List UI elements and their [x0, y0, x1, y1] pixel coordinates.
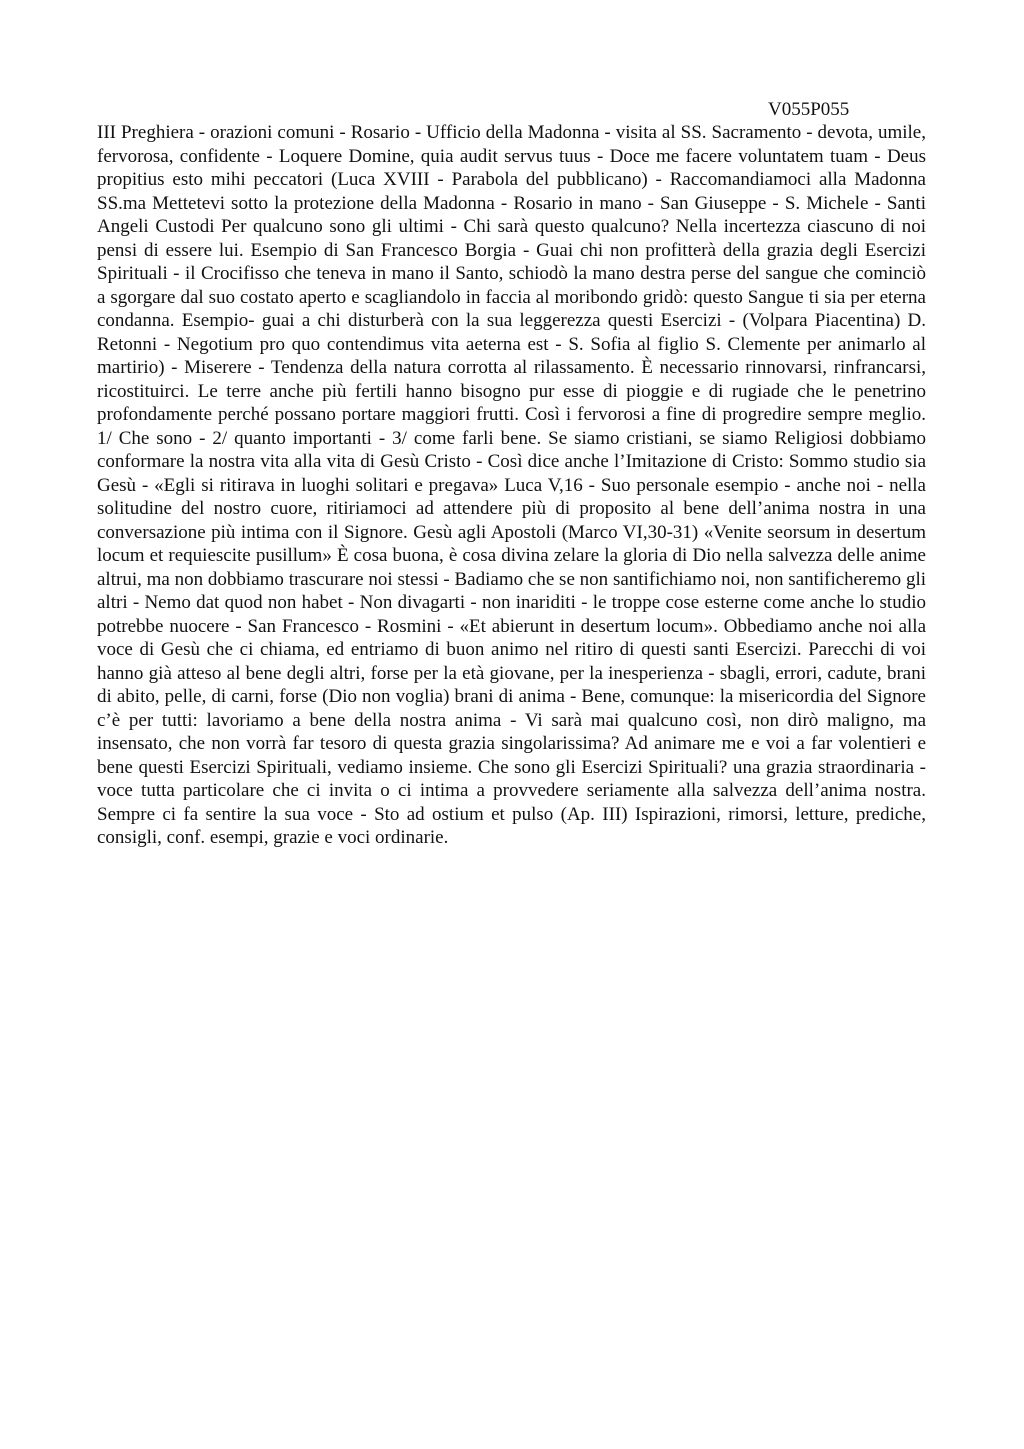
page-identifier: V055P055: [768, 99, 850, 120]
body-paragraph: III Preghiera - orazioni comuni - Rosario - Ufficio della Madonna - visita al SS. Sacramento - devota, umile, fervorosa, confidente - Loquere Domine, quia audit servus tuus - Doce me facere voluntatem tuam - Deus propitius esto mihi peccatori (Luca XVIII - Parabola del pubblicano) - Raccomandiamoci alla Madonna SS.ma Mettetevi sotto la protezione della Madonna - Rosario in mano - San Giuseppe - S. Michele - Santi Angeli Custodi Per qualcuno sono gli ultimi - Chi sarà questo qualcuno? Nella incertezza ciascuno di noi pensi di essere lui. Esempio di San Francesco Borgia - Guai chi non profitterà della grazia degli Esercizi Spirituali - il Crocifisso che teneva in mano il Santo, schiodò la mano destra perse del sangue che cominciò a sgorgare dal suo costato aperto e scagliandolo in faccia al moribondo gridò: questo Sangue ti sia per eterna condanna. Esempio- guai a chi disturberà con la sua leggerezza questi Esercizi - (Volpara Piacentina) D. Retonni - Negotium pro quo contendimus vita aeterna est - S. Sofia al figlio S. Clemente per animarlo al martirio) - Miserere - Tendenza della natura corrotta al rilassamento. È necessario rinnovarsi, rinfrancarsi, ricostituirci. Le terre anche più fertili hanno bisogno pur esse di pioggie e di rugiade che le penetrino profondamente perché possano portare maggiori frutti. Così i fervorosi a fine di progredire sempre meglio. 1/ Che sono - 2/ quanto importanti - 3/ come farli bene. Se siamo cristiani, se siamo Religiosi dobbiamo conformare la nostra vita alla vita di Gesù Cristo - Così dice anche l’Imitazione di Cristo: Sommo studio sia Gesù - «Egli si ritirava in luoghi solitari e pregava» Luca V,16 - Suo personale esempio - anche noi - nella solitudine del nostro cuore, ritiriamoci ad attendere più di proposito al bene dell’anima nostra in una conversazione più intima con il Signore. Gesù agli Apostoli (Marco VI,30-31) «Venite seorsum in desertum locum et requiescite pusillum» È cosa buona, è cosa divina zelare la gloria di Dio nella salvezza delle anime altrui, ma non dobbiamo trascurare noi stessi - Badiamo che se non santifichiamo noi, non santificheremo gli altri - Nemo dat quod non habet - Non divagarti - non inariditi - le troppe cose esterne come anche lo studio potrebbe nuocere - San Francesco - Rosmini - «Et abierunt in desertum locum». Obbediamo anche noi alla voce di Gesù che ci chiama, ed entriamo di buon animo nel ritiro di questi santi Esercizi. Parecchi di voi hanno già atteso al bene degli altri, forse per la età giovane, per la inesperienza - sbagli, errori, cadute, brani di abito, pelle, di carni, forse (Dio non voglia) brani di anima - Bene, comunque: la misericordia del Signore c’è per tutti: lavoriamo a bene della nostra anima - Vi sarà mai qualcuno così, non dirò maligno, ma insensato, che non vorrà far tesoro di questa grazia singolarissima? Ad animare me e voi a far volentieri e bene questi Esercizi Spirituali, vediamo insieme. Che sono gli Esercizi Spirituali? una grazia straordinaria - voce tutta particolare che ci invita o ci intima a provvedere seriamente alla salvezza dell’anima nostra. Sempre ci fa sentire la sua voce - Sto ad ostium et pulso (Ap. III) Ispirazioni, rimorsi, letture, prediche, consigli, conf. esempi, grazie e voci ordinarie.: [97, 122, 926, 848]
